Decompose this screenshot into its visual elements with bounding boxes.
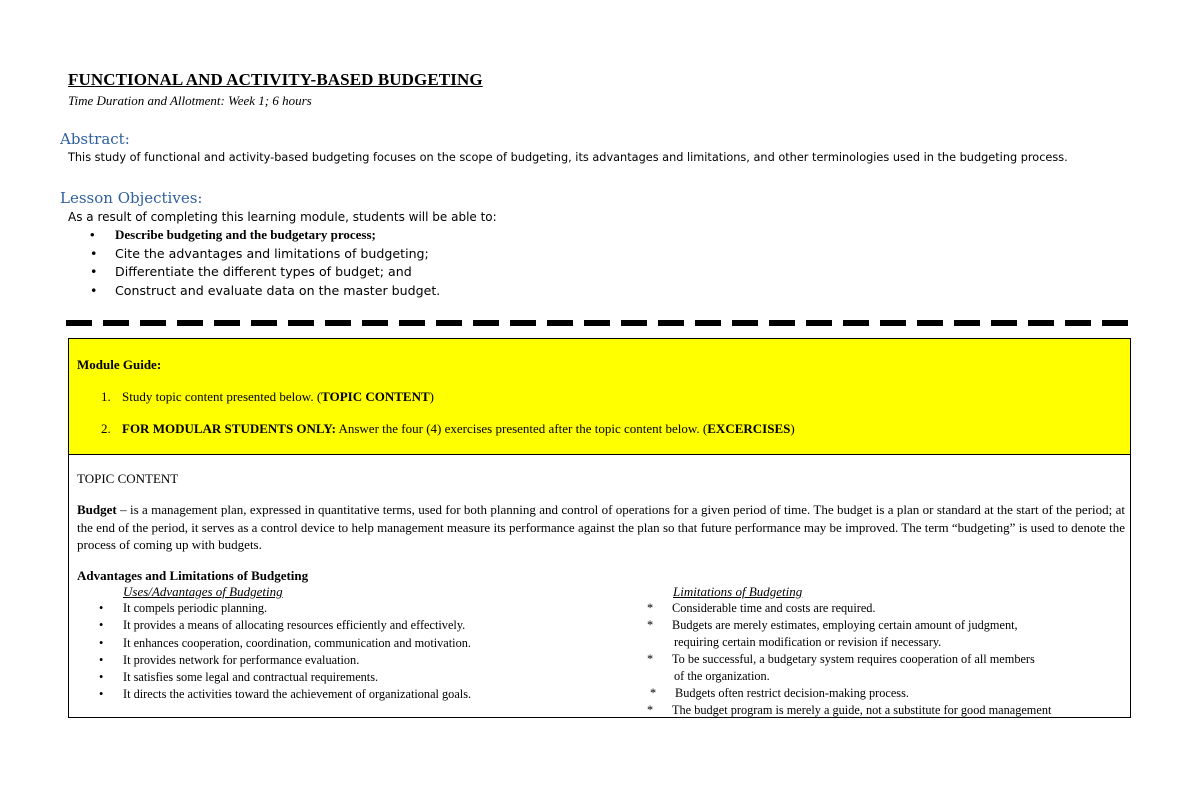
step-tag: TOPIC CONTENT <box>321 389 430 404</box>
use-text: It satisfies some legal and contractual requirements. <box>123 670 379 685</box>
bullet-icon: • <box>99 601 104 615</box>
asterisk-icon: * <box>647 618 654 632</box>
asterisk-icon: * <box>647 703 654 717</box>
list-item <box>99 687 471 704</box>
limitation-item <box>647 652 1035 667</box>
bullet-icon: • <box>99 635 104 650</box>
document-title: FUNCTIONAL AND ACTIVITY-BASED BUDGETING <box>68 70 483 89</box>
objectives-intro: As a result of completing this learning module, students will be able to: <box>68 210 497 224</box>
objective-text: Cite the advantages and limitations of budgeting; <box>115 245 429 261</box>
step-close: ) <box>429 389 434 404</box>
use-text: It compels periodic planning. <box>123 601 268 615</box>
limitation-continuation: requiring certain modification or revision if necessary. <box>674 635 942 649</box>
step-number: 2. <box>101 421 111 436</box>
objectives-heading: Lesson Objectives: <box>60 189 203 207</box>
bullet-icon: • <box>90 245 98 261</box>
step-text: Answer the four (4) exercises presented after the topic content below. ( <box>335 421 708 436</box>
limitation-text: The budget program is merely a guide, not a substitute for good management <box>672 703 1052 717</box>
bullet-icon: • <box>99 687 104 702</box>
budget-term: Budget <box>77 502 117 517</box>
limitations-heading: Limitations of Budgeting <box>673 584 803 599</box>
bullet-icon: • <box>99 652 104 667</box>
limitation-continuation: of the organization. <box>674 669 770 683</box>
limitation-text: Budgets are merely estimates, employing certain amount of judgment, <box>672 618 1018 632</box>
objective-item <box>90 264 440 283</box>
step-emphasis: FOR MODULAR STUDENTS ONLY: <box>122 421 336 436</box>
limitation-text: Budgets often restrict decision-making process. <box>675 686 909 700</box>
bullet-icon: • <box>99 618 104 633</box>
list-item <box>99 636 471 653</box>
objective-item <box>90 227 440 246</box>
limitation-item <box>650 686 909 701</box>
use-text: It provides a means of allocating resources efficiently and effectively. <box>123 618 466 633</box>
limitation-text: Considerable time and costs are required. <box>672 601 876 615</box>
step-close: ) <box>790 421 795 436</box>
guide-step-2 <box>101 421 795 437</box>
advantages-limitations-heading: Advantages and Limitations of Budgeting <box>77 568 309 583</box>
list-item <box>99 670 471 687</box>
step-tag: EXCERCISES <box>707 421 791 436</box>
asterisk-icon: * <box>647 601 654 615</box>
module-guide-title: Module Guide: <box>77 357 162 372</box>
objective-text: Differentiate the different types of budget; and <box>115 264 412 279</box>
asterisk-icon: * <box>647 652 654 666</box>
use-text: It provides network for performance evaluation. <box>123 652 360 667</box>
guide-step-1 <box>101 389 434 405</box>
list-item <box>99 618 471 635</box>
module-guide-highlight <box>69 339 1130 455</box>
objectives-list <box>90 227 440 301</box>
module-guide-box <box>68 338 1131 718</box>
step-number: 1. <box>101 389 111 404</box>
topic-content-heading: TOPIC CONTENT <box>77 471 179 486</box>
objective-item <box>90 246 440 265</box>
limitation-text: To be successful, a budgetary system requires cooperation of all members <box>672 652 1035 666</box>
list-item <box>99 653 471 670</box>
list-item <box>99 601 471 618</box>
limitation-item <box>647 601 876 616</box>
asterisk-icon: * <box>650 686 657 700</box>
objective-item <box>90 283 440 302</box>
budget-definition-text: – is a management plan, expressed in quantitative terms, used for both planning and control of operations for a given period of time. The budget is a plan or standard at the start of the period; at the end of the period, it serves as a control device to help management measure its performance against the plan so that future performance may be improved. The term “budgeting” is used to denote the process of coming up with budgets. <box>77 502 1125 552</box>
dashed-divider <box>66 320 1134 326</box>
bullet-icon: • <box>99 670 104 685</box>
budget-definition <box>77 501 1125 554</box>
bullet-icon: • <box>90 282 98 298</box>
uses-list <box>99 601 471 705</box>
limitation-item <box>647 618 1018 633</box>
bullet-icon: • <box>90 227 95 242</box>
abstract-text: This study of functional and activity-based budgeting focuses on the scope of budgeting, its advantages and limitations, and other terminologies used in the budgeting process. <box>68 151 1068 164</box>
limitation-item <box>647 703 1051 718</box>
use-text: It directs the activities toward the achievement of organizational goals. <box>123 687 472 702</box>
step-text: Study topic content presented below. ( <box>122 389 322 404</box>
time-duration: Time Duration and Allotment: Week 1; 6 hours <box>68 93 312 108</box>
uses-heading: Uses/Advantages of Budgeting <box>123 584 283 599</box>
use-text: It enhances cooperation, coordination, communication and motivation. <box>123 635 471 650</box>
objective-text: Describe budgeting and the budgetary process; <box>115 227 376 242</box>
abstract-heading: Abstract: <box>60 130 130 148</box>
bullet-icon: • <box>90 264 98 279</box>
objective-text: Construct and evaluate data on the master budget. <box>115 282 441 298</box>
